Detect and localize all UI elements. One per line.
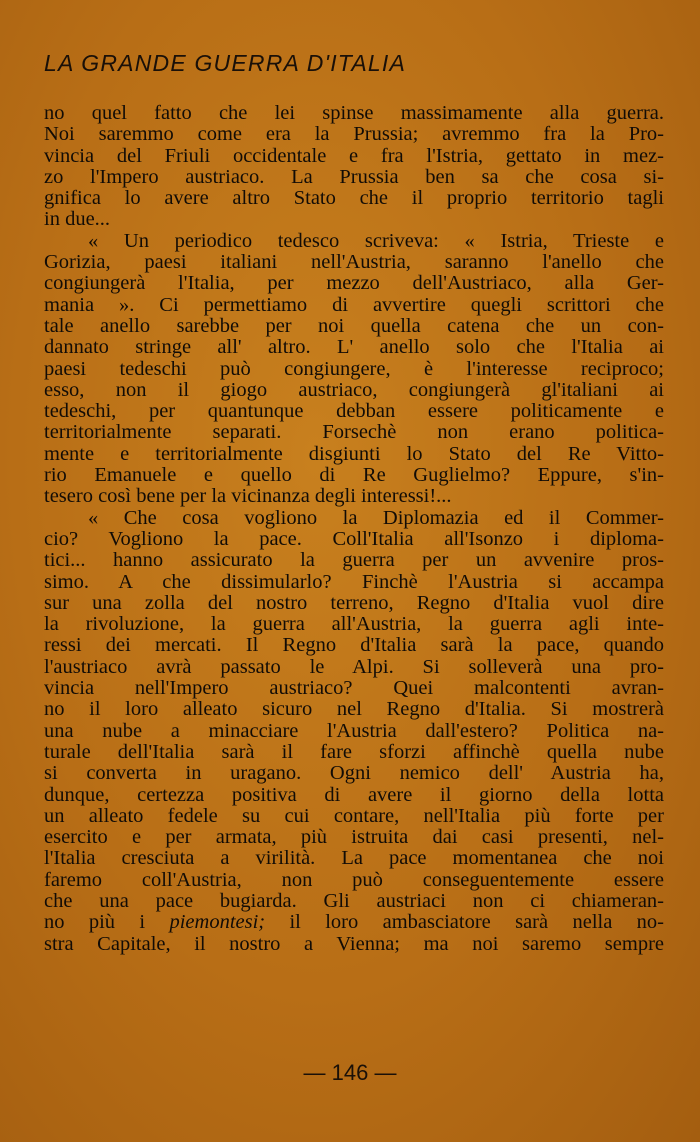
text-line: si converta in uragano. Ogni nemico dell' Austria ha, [44,763,664,785]
text-line: esercito e per armata, più istruita dai casi presenti, nel- [44,827,664,849]
text-line: gnifica lo avere altro Stato che il proprio territorio tagli [44,188,664,210]
text-line: mania ». Ci permettiamo di avvertire quegli scrittori che [44,294,664,316]
body-text [44,103,664,955]
running-header: LA GRANDE GUERRA D'ITALIA [44,50,406,76]
text-line: vincia nell'Impero austriaco? Quei malcontenti avran- [44,678,664,700]
text-line: Noi saremmo come era la Prussia; avremmo fra la Pro- [44,124,664,146]
text-line: congiungerà l'Italia, per mezzo dell'Austriaco, alla Ger- [44,273,664,295]
text-line: tedeschi, per quantunque debban essere politicamente e [44,401,664,423]
text-line: « Un periodico tedesco scriveva: « Istria, Trieste e [88,230,664,252]
text-line: tesero così bene per la vicinanza degli interessi!... [44,486,452,508]
text-line: l'Italia cresciuta a virilità. La pace momentanea che noi [44,848,664,870]
text-line: stra Capitale, il nostro a Vienna; ma noi saremo sempre [44,933,664,955]
text-line: che una pace bugiarda. Gli austriaci non ci chiameran- [44,890,664,912]
text-line: turale dell'Italia sarà il fare sforzi affinchè quella nube [44,741,664,763]
text-line: zo l'Impero austriaco. La Prussia ben sa che cosa si- [44,166,664,188]
text-line: territorialmente separati. Forsechè non erano politica- [44,422,664,444]
text-line: simo. A che dissimularlo? Finchè l'Austria si accampa [44,571,664,593]
text-line: tici... hanno assicurato la guerra per un avvenire pros- [44,550,664,572]
page-number: — 146 — [303,1060,397,1085]
text-line: la rivoluzione, la guerra all'Austria, la guerra agli inte- [44,614,664,636]
text-line: tale anello sarebbe per noi quella catena che un con- [44,315,664,337]
italic-word: piemontesi; [169,912,266,934]
text-line: un alleato fedele su cui contare, nell'Italia più forte per [44,805,664,827]
text-line: esso, non il giogo austriaco, congiungerà gl'italiani ai [44,379,664,401]
text-line: Gorizia, paesi italiani nell'Austria, saranno l'anello che [44,252,664,274]
text-line: vincia del Friuli occidentale e fra l'Istria, gettato in mez- [44,145,664,167]
text-line: faremo coll'Austria, non può conseguentemente essere [44,869,664,891]
text-line: paesi tedeschi può congiungere, è l'interesse reciproco; [44,358,664,380]
text-line: una nube a minacciare l'Austria dall'estero? Politica na- [44,720,664,742]
text-line: rio Emanuele e quello di Re Guglielmo? Eppure, s'in- [44,465,664,487]
text-line: l'austriaco avrà passato le Alpi. Si solleverà una pro- [44,656,664,678]
text-line: no più i piemontesi; il loro ambasciatore sarà nella no- [44,912,664,934]
text-line: dunque, certezza positiva di avere il giorno della lotta [44,784,664,806]
text-line: cio? Vogliono la pace. Coll'Italia all'Isonzo i diploma- [44,528,664,550]
text-line: ressi dei mercati. Il Regno d'Italia sarà la pace, quando [44,635,664,657]
text-line: dannato stringe all' altro. L' anello solo che l'Italia ai [44,337,664,359]
text-line: no il loro alleato sicuro nel Regno d'Italia. Si mostrerà [44,699,664,721]
text-line: sur una zolla del nostro terreno, Regno d'Italia vuol dire [44,592,664,614]
text-line: in due... [44,209,111,231]
text-line: mente e territorialmente disgiunti lo Stato del Re Vitto- [44,443,664,465]
text-line: no quel fatto che lei spinse massimamente alla guerra. [44,103,664,124]
text-line: « Che cosa vogliono la Diplomazia ed il Commer- [88,507,664,529]
